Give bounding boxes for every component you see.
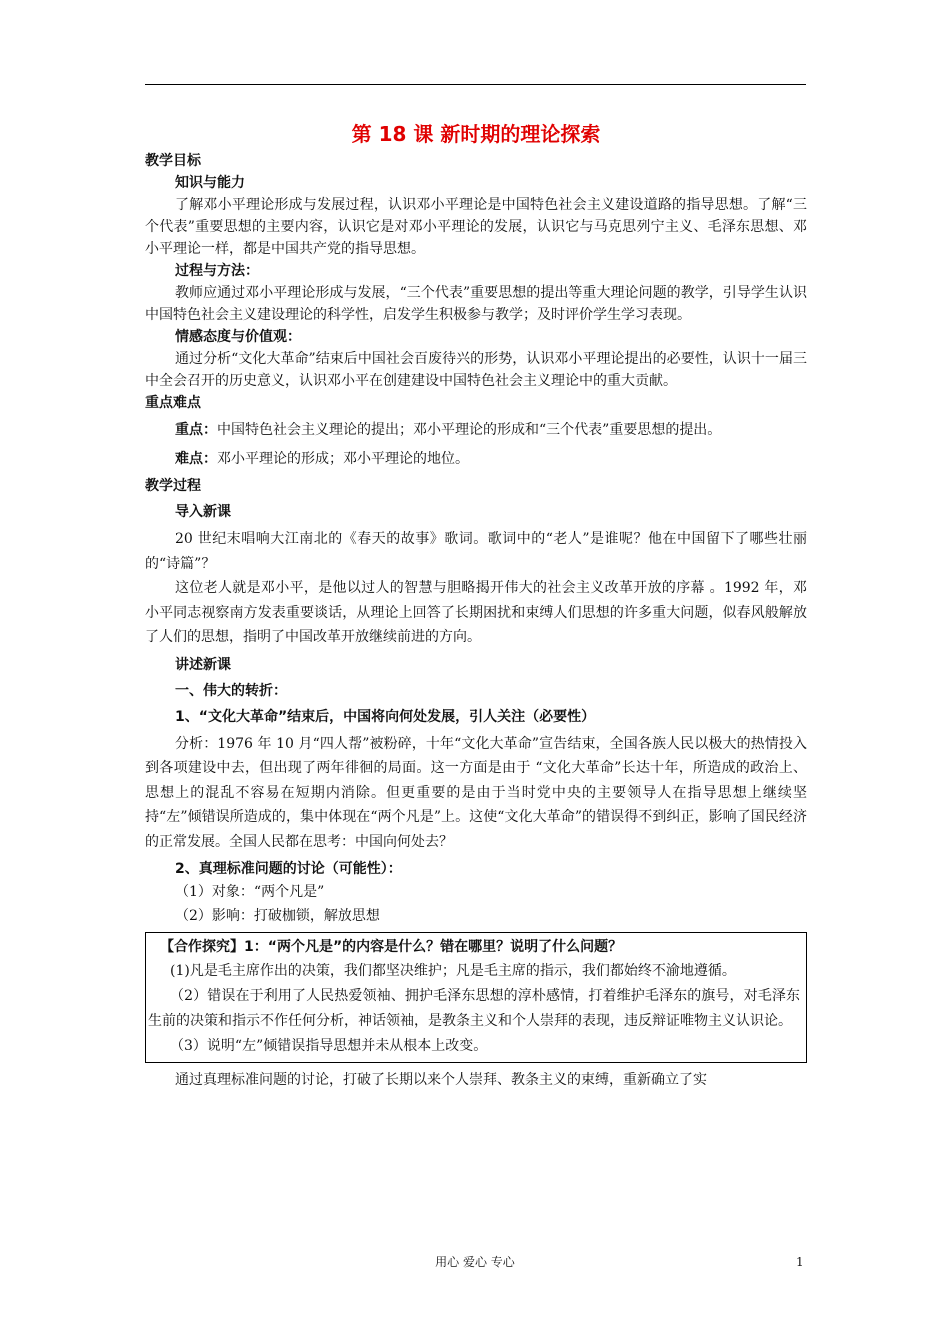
point-2-item-1: （1）对象：“两个凡是” [175,884,325,900]
difficult-point-paragraph [145,447,807,472]
header-rule [145,84,806,85]
attitude-text: 通过分析“文化大革命”结束后中国社会百废待兴的形势，认识邓小平理论提出的必要性，认识十一届三中全会召开的历史意义，认识邓小平在创建建设中国特色社会主义理论中的重大贡献。 [145,351,807,389]
intro-text-1: 20 世纪末唱响大江南北的《春天的故事》歌词。歌词中的“老人”是谁呢？他在中国留下了哪些壮丽的“诗篇”？ [145,531,807,572]
page-title: 第 18 课 新时期的理论探索 [351,122,601,146]
process-heading: 过程与方法： [175,263,259,279]
intro-text-2: 这位老人就是邓小平，是他以过人的智慧与胆略揭开伟大的社会主义改革开放的序幕 。1992 年，邓小平同志视察南方发表重要谈话，从理论上回答了长期困扰和束缚人们思想的许多重大问题，似春风般解放了人们的思想，指明了中国改革开放继续前进的方向。 [145,580,807,645]
footer-text: 用心 爱心 专心 [435,1255,515,1269]
inquiry-item-3: （3）说明“左”倾错误指导思想并未从根本上改变。 [170,1038,488,1054]
point-2-heading: 2、真理标准问题的讨论（可能性）： [175,861,402,877]
key-point-label: 重点： [175,422,217,438]
lecture-heading: 讲述新课 [175,656,231,673]
point-1-heading: 1、“文化大革命”结束后，中国将向何处发展，引人关注（必要性） [175,708,596,725]
inquiry-item-1: (1)凡是毛主席作出的决策，我们都坚决维护；凡是毛主席的指示，我们都始终不渝地遵循。 [170,963,736,979]
goals-heading: 教学目标 [145,153,201,169]
point-1-text: 分析：1976 年 10 月“四人帮”被粉碎，十年“文化大革命”宣告结束，全国各族人民以极大的热情投入到各项建设中去，但出现了两年徘徊的局面。这一方面是由于 “文化大革命”长达十年，所造成的政治上、思想上的混乱不容易在短期内消除。但更重要的是由于当时党中央的主要领导人在指导思想上继续坚持“左”倾错误所造成的，集中体现在“两个凡是”上。这使“文化大革命”的错误得不到纠正，影响了国民经济的正常发展。全国人民都在思考：中国向何处去？ [145,735,807,850]
page-number: 1 [796,1255,804,1269]
key-point-text: 中国特色社会主义理论的提出；邓小平理论的形成和“三个代表”重要思想的提出。 [217,422,722,438]
teaching-process-heading: 教学过程 [145,478,201,494]
point-2-item-2: （2）影响：打破枷锁，解放思想 [175,908,380,924]
key-point-paragraph [145,418,807,443]
intro-heading: 导入新课 [175,504,231,520]
attitude-heading: 情感态度与价值观： [175,329,301,345]
inquiry-heading: 【合作探究】1：“两个凡是”的内容是什么？错在哪里？说明了什么问题？ [160,939,623,955]
difficult-point-label: 难点： [175,450,217,467]
key-points-heading: 重点难点 [145,395,201,411]
knowledge-text: 了解邓小平理论形成与发展过程，认识邓小平理论是中国特色社会主义建设道路的指导思想。了解“三个代表”重要思想的主要内容，认识它是对邓小平理论的发展，认识它与马克思列宁主义、毛泽东思想、邓小平理论一样，都是中国共产党的指导思想。 [145,197,807,257]
knowledge-heading: 知识与能力 [175,175,245,191]
page-content [145,120,807,1091]
process-text: 教师应通过邓小平理论形成与发展，“三个代表”重要思想的提出等重大理论问题的教学，引导学生认识中国特色社会主义建设理论的科学性，启发学生积极参与教学；及时评价学生学习表现。 [145,285,807,323]
turn-heading: 一、伟大的转折： [175,682,287,699]
cooperative-inquiry-box [145,932,807,1063]
inquiry-item-2: （2）错误在于利用了人民热爱领袖、拥护毛泽东思想的淳朴感情，打着维护毛泽东的旗号，对毛泽东生前的决策和指示不作任何分析，神话领袖，是教条主义和个人崇拜的表现，违反辩证唯物主义认识论。 [148,988,800,1029]
difficult-point-text: 邓小平理论的形成；邓小平理论的地位。 [217,450,469,467]
closing-text: 通过真理标准问题的讨论，打破了长期以来个人崇拜、教条主义的束缚，重新确立了实 [175,1072,707,1088]
